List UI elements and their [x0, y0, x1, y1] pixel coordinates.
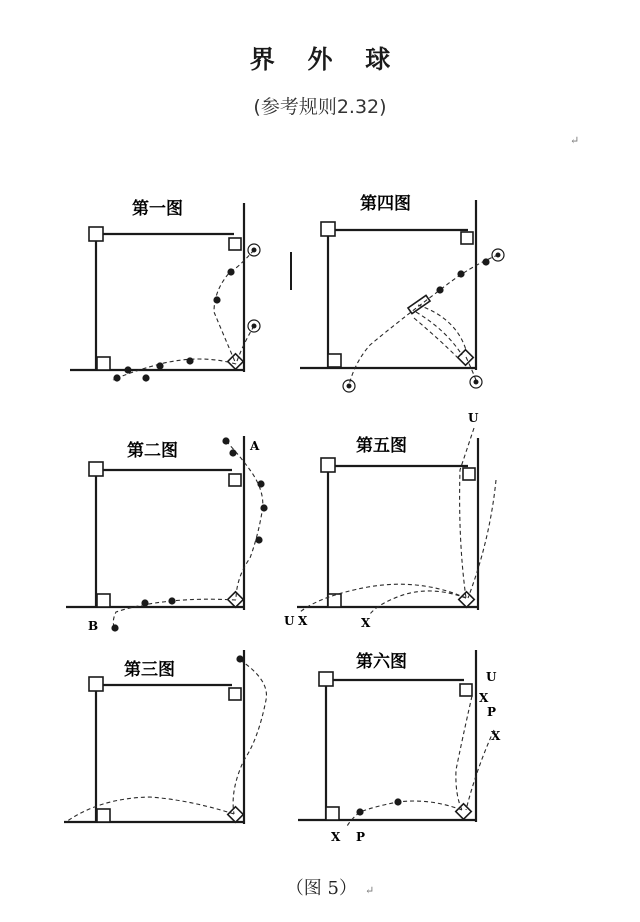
ball-path	[66, 797, 234, 822]
home-plate	[228, 354, 244, 370]
ball-path	[414, 318, 458, 358]
bat-marker	[408, 295, 430, 313]
figure-3-title: 第三图	[124, 660, 175, 680]
figure-2-title: 第二图	[127, 441, 178, 461]
ball-marker	[347, 384, 352, 389]
label-A: A	[250, 439, 260, 453]
base	[328, 594, 341, 607]
figure-4	[300, 193, 504, 392]
ball	[257, 480, 264, 487]
base	[229, 238, 241, 250]
figure-5	[284, 411, 496, 630]
base	[321, 222, 335, 236]
base	[229, 688, 241, 700]
page-title: 界 外 球	[249, 45, 403, 74]
ball	[141, 599, 148, 606]
label-P: P	[356, 830, 366, 844]
home-plate	[228, 807, 244, 823]
home-plate	[456, 804, 472, 820]
ball	[227, 268, 234, 275]
ball-path	[346, 801, 462, 828]
figure-caption	[0, 874, 640, 900]
base	[461, 232, 473, 244]
base	[97, 809, 110, 822]
label-X: X	[331, 830, 341, 844]
ball	[260, 504, 267, 511]
ball	[168, 597, 175, 604]
return-mark: ↵	[570, 134, 580, 147]
ball-path	[233, 660, 266, 814]
figure-3	[64, 650, 266, 824]
ball	[236, 655, 243, 662]
base	[326, 807, 339, 820]
ball-path	[456, 696, 472, 810]
ball	[356, 808, 363, 815]
return-mark: ↵	[364, 884, 375, 897]
ball-marker	[496, 253, 501, 258]
ball	[142, 374, 149, 381]
ball-marker	[474, 380, 479, 385]
label-P: P	[487, 705, 497, 719]
ball	[186, 357, 193, 364]
ball	[156, 362, 163, 369]
label-X: X	[479, 691, 489, 705]
figure-6-title: 第六图	[356, 652, 407, 672]
ball	[213, 296, 220, 303]
ball	[229, 449, 236, 456]
figure-2	[66, 436, 268, 633]
base	[97, 594, 110, 607]
ball-path	[214, 250, 254, 364]
ball	[113, 374, 120, 381]
label-U: U	[486, 670, 497, 684]
ball	[111, 624, 118, 631]
page-subtitle: (参考规则2.32)	[253, 96, 387, 118]
label-U: U	[284, 614, 295, 628]
ball-path	[416, 312, 462, 355]
base	[97, 357, 110, 370]
ball	[436, 286, 443, 293]
label-X: X	[298, 614, 308, 628]
ball	[124, 366, 131, 373]
base	[319, 672, 333, 686]
ball	[394, 798, 401, 805]
base	[89, 677, 103, 691]
label-U: U	[468, 411, 479, 425]
figure-1-title: 第一图	[132, 199, 183, 219]
caption-text: （图 5）	[285, 878, 357, 899]
base	[328, 354, 341, 367]
base	[463, 468, 475, 480]
ball-marker	[252, 248, 257, 253]
ball-path	[460, 428, 474, 598]
ball-path	[468, 480, 496, 598]
ball-path	[370, 591, 466, 614]
ball	[255, 536, 262, 543]
label-B: B	[88, 619, 99, 633]
base	[321, 458, 335, 472]
base	[229, 474, 241, 486]
ball	[222, 437, 229, 444]
ball-path	[466, 730, 494, 810]
base	[89, 227, 103, 241]
label-X: X	[491, 729, 501, 743]
figure-1	[70, 198, 260, 382]
ball-marker	[252, 324, 257, 329]
ball	[482, 258, 489, 265]
figure-4-title: 第四图	[360, 194, 411, 214]
figure-6	[298, 650, 501, 844]
label-X: X	[361, 616, 371, 630]
figure-5-title: 第五图	[356, 436, 407, 456]
base	[460, 684, 472, 696]
ball	[457, 270, 464, 277]
base	[89, 462, 103, 476]
home-plate	[459, 592, 475, 608]
